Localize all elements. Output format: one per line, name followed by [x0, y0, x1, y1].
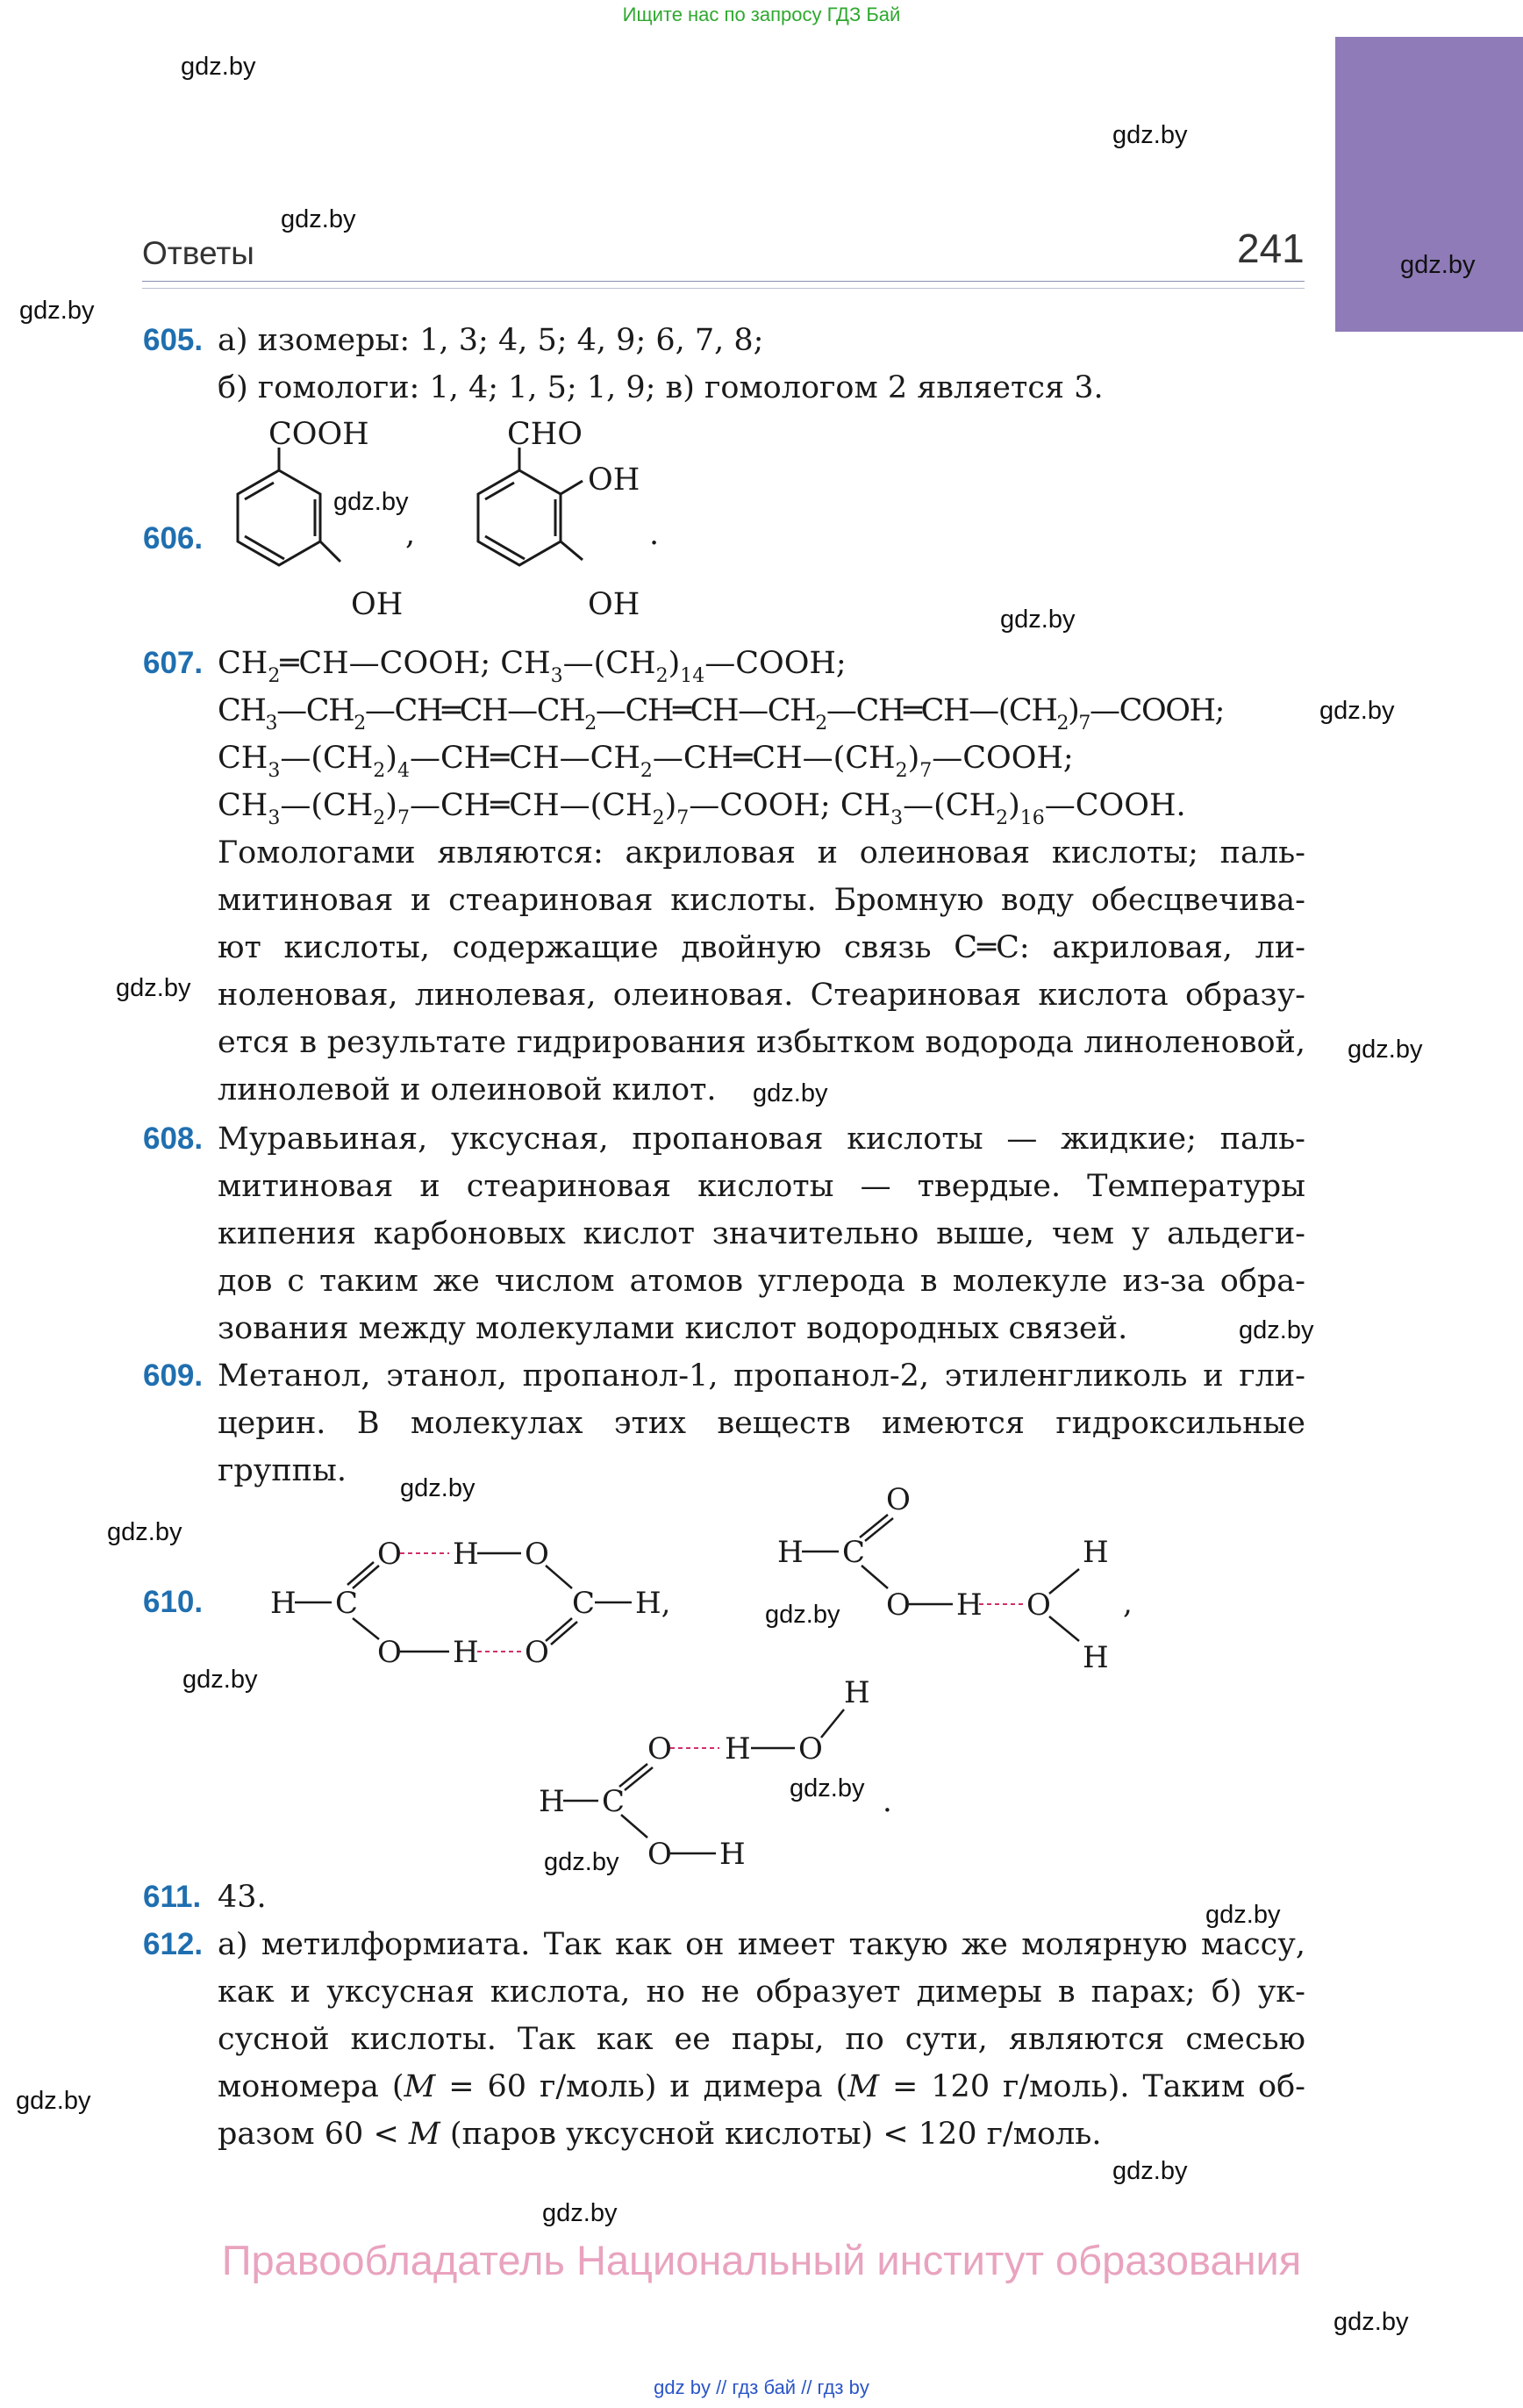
answer-text: митиновая и стеариновая кислоты. Бромную воду обесцвечива- — [218, 883, 1305, 918]
watermark: gdz.by — [1400, 251, 1476, 279]
answer-text: ется в результате гидрирования избытком водорода линоленовой, — [218, 1025, 1305, 1060]
answer-number: 610. — [143, 1585, 204, 1619]
answer-text: линолевой и олеиновой килот. — [218, 1072, 717, 1107]
answer-text: а) метилформиата. Так как он имеет такую же молярную массу, — [218, 1927, 1305, 1962]
answer-text: как и уксусная кислота, но не образует димеры в парах; б) ук- — [218, 1974, 1305, 2010]
dihydroxybenzaldehyde-structure — [478, 448, 583, 565]
atom-o: O — [647, 1731, 672, 1767]
separator-comma: , — [405, 517, 416, 552]
answer-number: 612. — [143, 1927, 204, 1961]
answer-text: Метанол, этанол, пропанол-1, пропанол-2, этиленгликоль и гли- — [218, 1358, 1305, 1394]
answer-text: церин. В молекулах этих веществ имеются гидроксильные — [218, 1406, 1305, 1441]
atom-c: C — [572, 1586, 596, 1621]
atom-h: H — [539, 1784, 565, 1819]
copyright-notice: Правообладатель Национальный институт образования — [221, 2237, 1302, 2283]
chapter-tab — [1335, 37, 1523, 332]
top-note: Ищите нас по запросу ГДЗ Бай — [622, 4, 901, 25]
watermark: gdz.by — [544, 1848, 619, 1876]
watermark: gdz.by — [16, 2087, 91, 2115]
atom-o: O — [886, 1482, 911, 1517]
cho-group: CHO — [507, 417, 583, 452]
watermark: gdz.by — [400, 1474, 475, 1502]
answer-text: б) гомологи: 1, 4; 1, 5; 1, 9; в) гомологом 2 является 3. — [218, 370, 1104, 405]
watermark: gdz.by — [1205, 1901, 1281, 1929]
answer-text: дов с таким же числом атомов углерода в молекуле из-за обра- — [218, 1264, 1305, 1299]
answer-text: ноленовая, линолевая, олеиновая. Стеариновая кислота образу- — [218, 978, 1305, 1013]
atom-h: H — [453, 1537, 479, 1572]
watermark: gdz.by — [181, 53, 256, 81]
watermark: gdz.by — [281, 205, 356, 233]
header-rule — [142, 281, 1305, 282]
page-title: Ответы — [142, 235, 254, 271]
hydrogen-bond-diagrams-610 — [254, 1474, 1158, 1878]
answer-text: 43. — [218, 1880, 267, 1915]
atom-h: H — [777, 1535, 804, 1570]
atom-c: C — [602, 1784, 626, 1819]
answer-text: мономера (M = 60 г/моль) и димера (M = 120 г/моль). Таким об- — [218, 2069, 1305, 2104]
answer-number: 606. — [143, 521, 204, 555]
header-rule-thin — [142, 288, 1305, 289]
atom-o: O — [525, 1635, 549, 1670]
oh-group: OH — [588, 462, 640, 498]
answer-text: ют кислоты, содержащие двойную связь C═C: акриловая, ли- — [218, 930, 1305, 965]
separator-period: . — [883, 1784, 892, 1819]
atom-o: O — [886, 1587, 911, 1623]
atom-h: H — [956, 1587, 983, 1623]
answer-number: 605. — [143, 323, 204, 357]
answer-text: зования между молекулами кислот водородных связей. — [218, 1311, 1128, 1346]
page-number: 241 — [1237, 226, 1305, 271]
watermark: gdz.by — [1112, 121, 1188, 149]
answer-text: Гомологами являются: акриловая и олеиновая кислоты; паль- — [218, 835, 1305, 871]
answer-text: группы. — [218, 1453, 347, 1488]
formula-line: $CH_3—(CH_2)_7—CH═CH—(CH_2)_7—COOH$; $CH_3—(CH_2)_{16}—COOH$. — [218, 788, 1186, 829]
answer-text: а) изомеры: 1, 3; 4, 5; 4, 9; 6, 7, 8; — [218, 323, 764, 358]
separator-period: . — [649, 517, 660, 552]
answer-text: кипения карбоновых кислот значительно выше, чем у альдеги- — [218, 1216, 1305, 1251]
formic-acid-water-1 — [777, 1482, 1133, 1675]
atom-h: H — [844, 1675, 870, 1710]
atom-o: O — [1026, 1587, 1051, 1623]
watermark: gdz.by — [753, 1079, 828, 1107]
answer-text: разом 60 < M (паров уксусной кислоты) < 120 г/моль. — [218, 2117, 1102, 2152]
hydroxybenzoic-acid-structure — [238, 448, 340, 565]
oh-group: OH — [588, 587, 640, 622]
watermark: gdz.by — [19, 297, 95, 325]
watermark: gdz.by — [1334, 2308, 1409, 2336]
formic-acid-water-2 — [539, 1675, 892, 1872]
atom-h: H — [270, 1586, 297, 1621]
oh-group: OH — [351, 587, 404, 622]
atom-o: O — [377, 1635, 402, 1670]
answer-number: 611. — [143, 1880, 202, 1914]
watermark: gdz.by — [1348, 1036, 1423, 1064]
answer-text: митиновая и стеариновая кислоты — твердые. Температуры — [218, 1169, 1305, 1204]
watermark: gdz.by — [107, 1518, 182, 1546]
answer-number: 609. — [143, 1358, 204, 1393]
answer-number: 607. — [143, 646, 204, 680]
formula-line: $CH_2═CH—COOH$; $CH_3—(CH_2)_{14}—COOH$; — [218, 646, 847, 687]
watermark: gdz.by — [1000, 606, 1076, 634]
atom-h: H — [719, 1837, 746, 1872]
formula-line: $CH_3—(CH_2)_4—CH═CH—CH_2—CH═CH—(CH_2)_7—COOH$; — [218, 741, 1074, 782]
atom-c: C — [842, 1535, 866, 1570]
watermark: gdz.by — [1239, 1316, 1314, 1344]
watermark: gdz.by — [765, 1601, 840, 1629]
atom-o: O — [377, 1537, 402, 1572]
watermark: gdz.by — [333, 488, 409, 516]
formula-line: $CH_3—CH_2—CH═CH—CH_2—CH═CH—CH_2—CH═CH—(CH_2)_7—COOH$; — [218, 693, 1225, 735]
watermark: gdz.by — [182, 1666, 258, 1694]
atom-o: O — [525, 1537, 549, 1572]
cooh-group: COOH — [268, 417, 369, 452]
atom-o: O — [647, 1837, 672, 1872]
watermark: gdz.by — [116, 974, 191, 1002]
watermark: gdz.by — [542, 2199, 618, 2227]
answer-number: 608. — [143, 1122, 204, 1156]
atom-h: H — [1083, 1535, 1109, 1570]
atom-h: H — [1083, 1640, 1109, 1675]
atom-o: O — [798, 1731, 823, 1767]
structure-formulas-606 — [211, 412, 702, 632]
separator-comma: , — [1123, 1586, 1133, 1621]
answer-text: сусной кислоты. Так как ее пары, по сути, являются смесью — [218, 2022, 1305, 2057]
bottom-note: gdz by // гдз бай // гдз by — [654, 2376, 869, 2398]
watermark: gdz.by — [1319, 697, 1395, 725]
atom-h: H — [725, 1731, 751, 1767]
answer-text: Муравьиная, уксусная, пропановая кислоты — жидкие; паль- — [218, 1122, 1305, 1157]
atom-h: H — [453, 1635, 479, 1670]
watermark: gdz.by — [1112, 2157, 1188, 2185]
atom-c: C — [335, 1586, 359, 1621]
atom-h-comma: H, — [635, 1586, 671, 1621]
watermark: gdz.by — [790, 1774, 865, 1802]
